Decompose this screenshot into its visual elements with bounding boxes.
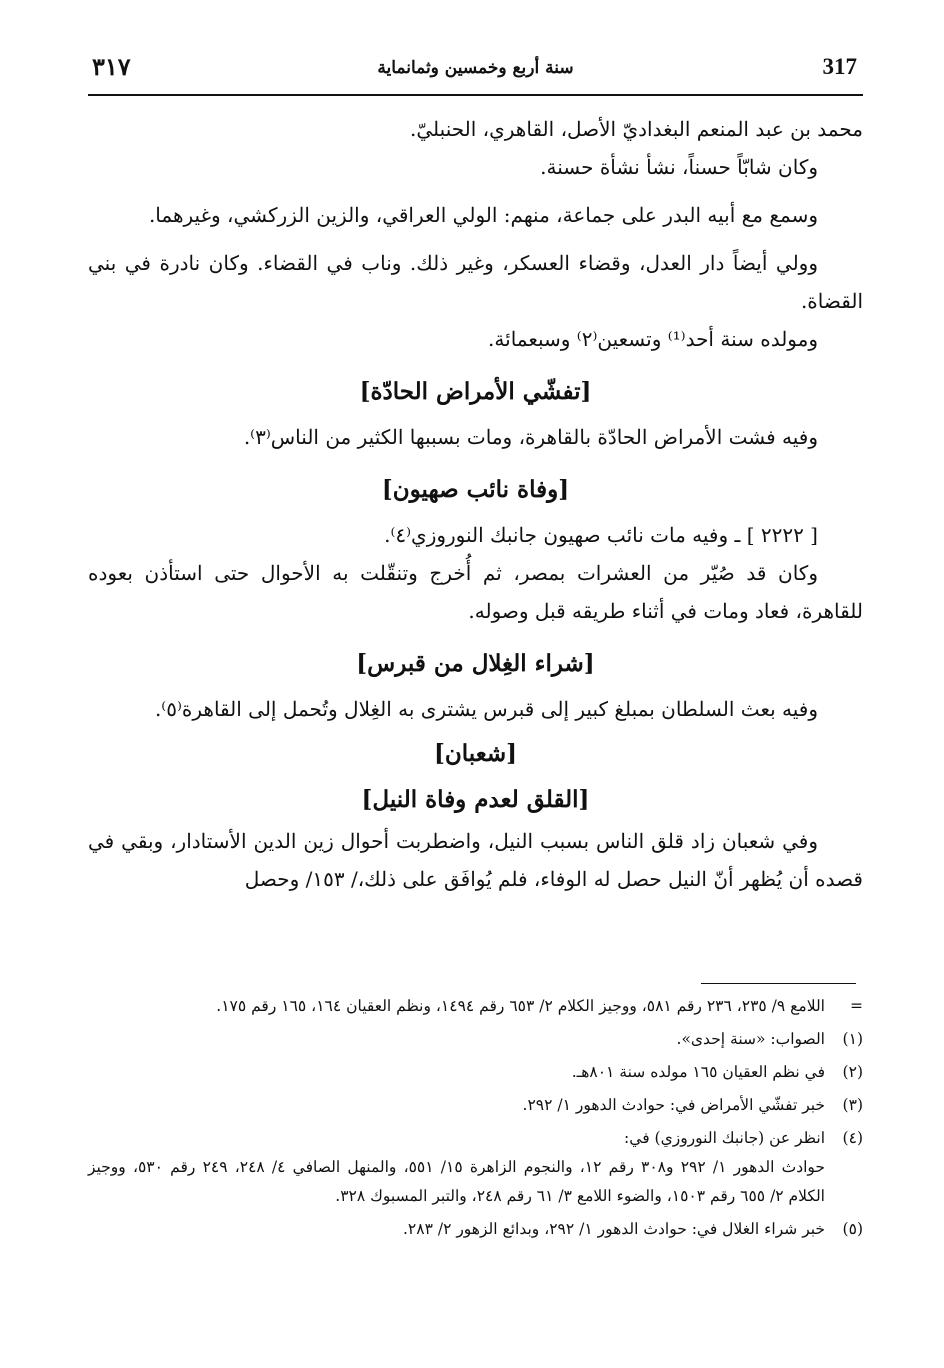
- footnotes: [88, 992, 863, 1248]
- paragraph: وسمع مع أبيه البدر على جماعة، منهم: الولي العراقي، والزين الزركشي، وغيرهما.: [148, 203, 818, 227]
- footnote-number: (٤): [842, 1129, 863, 1147]
- page-number-latin: 317: [822, 54, 857, 79]
- entry-paragraph: [ ٢٢٢٢ ] ـ وفيه مات نائب صهيون جانبك النوروزي⁽٤⁾.: [384, 523, 818, 547]
- footnote: [88, 1091, 863, 1120]
- footnote-text: خبر شراء الغلال في: حوادث الدهور ١/ ٢٩٢، وبدائع الزهور ٢/ ٢٨٣.: [402, 1220, 825, 1238]
- section-heading: [شراء الغِلال من قبرس]: [356, 650, 595, 677]
- footnote-text-continued: حوادث الدهور ١/ ٢٩٢ و٣٠٨ رقم ١٢، والنجوم الزاهرة ١٥/ ٥٥١، والمنهل الصافي ٤/ ٢٤٨، ٢٤٩ رقم ٥٣٠، ووجيز الكلام ٢/ ٦٥٥ رقم ١٥٠٣، والضوء اللامع ٣/ ٦١ رقم ٢٤٨، والتبر المسبوك ٣٢٨.: [88, 1158, 826, 1205]
- footnote-number: (٣): [842, 1096, 863, 1114]
- paragraph: وكان قد صُيّر من العشرات بمصر، ثم أُخرج وتنقّلت به الأحوال حتى استأذن بعوده للقاهرة، فعاد ومات في أثناء طريقه قبل وصوله.: [88, 561, 863, 623]
- section-heading: [وفاة نائب صهيون]: [381, 476, 570, 503]
- main-text: [88, 110, 863, 898]
- footnote: [88, 1124, 863, 1153]
- footnote: [88, 1025, 863, 1054]
- section-heading: [تفشّي الأمراض الحادّة]: [359, 378, 592, 405]
- paragraph: وفيه بعث السلطان بمبلغ كبير إلى قبرس يشترى به الغِلال وتُحمل إلى القاهرة⁽٥⁾.: [154, 697, 818, 721]
- footnote-number: (٥): [842, 1220, 863, 1238]
- footnote: [88, 1215, 863, 1244]
- section-heading: [القلق لعدم وفاة النيل]: [361, 786, 590, 813]
- paragraph: وفيه فشت الأمراض الحادّة بالقاهرة، ومات بسببها الكثير من الناس⁽٣⁾.: [243, 425, 818, 449]
- footnote-text: في نظم العقيان ١٦٥ مولده سنة ٨٠١هـ.: [571, 1063, 825, 1081]
- footnote-text: اللامع ٩/ ٢٣٥، ٢٣٦ رقم ٥٨١، ووجيز الكلام ٢/ ٦٥٣ رقم ١٤٩٤، ونظم العقيان ١٦٤، ١٦٥ رقم ١٧٥.: [216, 997, 825, 1015]
- footnote-text: خبر تفشّي الأمراض في: حوادث الدهور ١/ ٢٩٢.: [522, 1096, 825, 1114]
- footnote: [88, 1058, 863, 1087]
- footnote-text: انظر عن (جانبك النوروزي) في:: [624, 1129, 825, 1147]
- page-header: [88, 50, 863, 96]
- footnote-number: (٢): [842, 1063, 863, 1081]
- running-title: سنة أربع وخمسين وثمانماية: [377, 58, 574, 78]
- page-number-arabic: ٣١٧: [92, 52, 131, 81]
- footnote-number: (١): [842, 1030, 863, 1048]
- footnote-separator: [701, 983, 856, 984]
- footnote-continuation: [88, 992, 863, 1021]
- footnote-text: الصواب: «سنة إحدى».: [676, 1030, 825, 1048]
- month-heading: [شعبان]: [434, 740, 517, 767]
- paragraph: محمد بن عبد المنعم البغداديّ الأصل، القاهري، الحنبليّ.: [410, 117, 863, 141]
- footnote-continuation-mark: =: [850, 997, 863, 1015]
- paragraph: وكان شابّاً حسناً، نشأ نشأة حسنة.: [540, 155, 818, 179]
- paragraph: وفي شعبان زاد قلق الناس بسبب النيل، واضطربت أحوال زين الدين الأستادار، وبقي في قصده أن يُظهر أنّ النيل حصل له الوفاء، فلم يُوافَق على ذلك،/ ١٥٣/ وحصل: [88, 829, 863, 891]
- paragraph: ومولده سنة أحد⁽¹⁾ وتسعين⁽٢⁾ وسبعمائة.: [488, 327, 818, 351]
- paragraph: وولي أيضاً دار العدل، وقضاء العسكر، وغير ذلك. وناب في القضاء. وكان نادرة في بني القضاة.: [88, 251, 863, 313]
